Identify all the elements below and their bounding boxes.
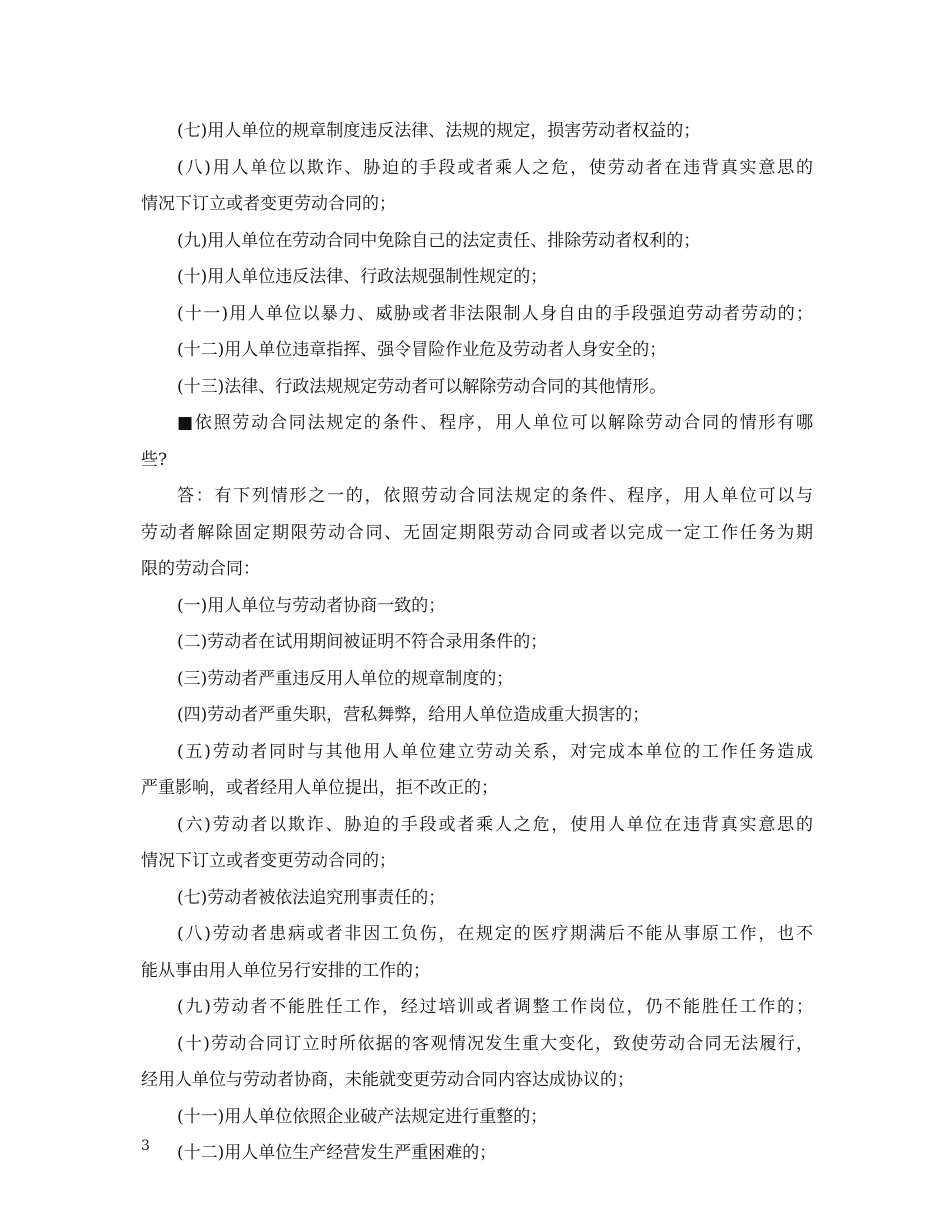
text-line: (七)用人单位的规章制度违反法律、法规的规定，损害劳动者权益的； [177, 121, 701, 141]
text-line: 能从事由用人单位另行安排的工作的； [141, 960, 430, 981]
text-line: (一)用人单位与劳动者协商一致的； [177, 595, 446, 616]
document-body [141, 113, 813, 1172]
text-line: ■依照劳动合同法规定的条件、程序，用人单位可以解除劳动合同的情形有哪 [177, 413, 813, 433]
text-line: 劳动者解除固定期限劳动合同、无固定期限劳动合同或者以完成一定工作任务为期 [141, 522, 813, 543]
text-line: 情况下订立或者变更劳动合同的； [141, 194, 396, 214]
text-line: (二)劳动者在试用期间被证明不符合录用条件的； [177, 632, 548, 652]
text-line: (五)劳动者同时与其他用人单位建立劳动关系，对完成本单位的工作任务造成 [177, 741, 813, 762]
text-line: (九)劳动者不能胜任工作，经过培训或者调整工作岗位，仍不能胜任工作的； [177, 997, 813, 1017]
text-line: (九)用人单位在劳动合同中免除自己的法定责任、排除劳动者权利的； [177, 230, 701, 251]
page-number: 3 [141, 1138, 150, 1154]
text-line: (十二)用人单位违章指挥、强令冒险作业危及劳动者人身安全的； [177, 340, 667, 360]
text-line: (八)用人单位以欺诈、胁迫的手段或者乘人之危，使劳动者在违背真实意思的 [177, 157, 813, 178]
text-line: 严重影响，或者经用人单位提出，拒不改正的； [141, 778, 498, 798]
text-line: 限的劳动合同： [141, 559, 260, 579]
text-line: 些? [141, 449, 168, 470]
text-line: 经用人单位与劳动者协商，未能就变更劳动合同内容达成协议的； [141, 1070, 634, 1090]
text-line: (十一)用人单位依照企业破产法规定进行重整的； [177, 1106, 548, 1127]
text-line: (十三)法律、行政法规规定劳动者可以解除劳动合同的其他情形。 [177, 376, 667, 397]
text-line: (十)劳动合同订立时所依据的客观情况发生重大变化，致使劳动合同无法履行， [177, 1033, 813, 1054]
text-line: (四)劳动者严重失职，营私舞弊，给用人单位造成重大损害的； [177, 705, 650, 725]
text-line: 答：有下列情形之一的，依照劳动合同法规定的条件、程序，用人单位可以与 [177, 486, 813, 506]
text-line: (十二)用人单位生产经营发生严重困难的； [177, 1143, 497, 1163]
text-line: (三)劳动者严重违反用人单位的规章制度的； [177, 668, 514, 689]
text-line: (十一)用人单位以暴力、威胁或者非法限制人身自由的手段强迫劳动者劳动的； [177, 303, 813, 324]
text-line: (六)劳动者以欺诈、胁迫的手段或者乘人之危，使用人单位在违背真实意思的 [177, 814, 813, 835]
text-line: (十)用人单位违反法律、行政法规强制性规定的； [177, 267, 548, 287]
text-line: (八)劳动者患病或者非因工负伤，在规定的医疗期满后不能从事原工作，也不 [177, 924, 813, 944]
text-line: 情况下订立或者变更劳动合同的； [141, 851, 396, 871]
text-line: (七)劳动者被依法追究刑事责任的； [177, 887, 446, 908]
